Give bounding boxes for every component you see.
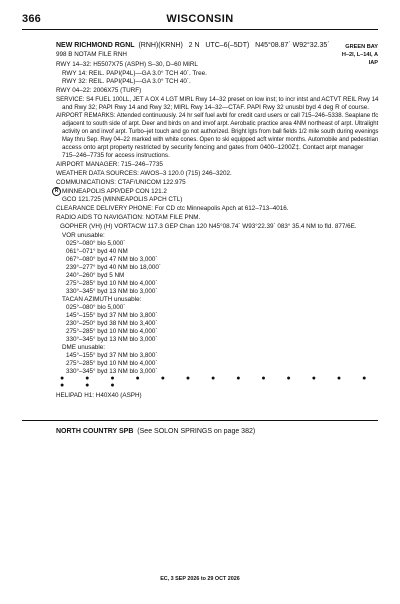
airport-ids: (RNH)(KRNH) xyxy=(138,42,183,49)
bullet-separator: ● ● ● ● ● ● ● ● ● ● ● ● ● ● ● ● xyxy=(60,375,376,389)
runway-1: RWY 14–32: H5507X75 (ASPH) S–30, D–60 MIRL xyxy=(56,61,198,68)
heliport: HELIPAD H1: H40X40 (ASPH) xyxy=(56,392,142,399)
airport-name: NEW RICHMOND RGNL xyxy=(56,42,135,49)
tacan-restriction: 330°–345° byd 13 NM blo 3,000´ xyxy=(66,336,158,343)
vor-restriction: 240°–260° byd 5 NM xyxy=(66,272,125,279)
chart-ref-2: H–2I, L–14I, A xyxy=(341,52,378,58)
airport-manager: AIRPORT MANAGER: 715–246–7735 xyxy=(56,161,163,168)
vor-restriction: 275°–285° byd 10 NM blo 4,000´ xyxy=(66,280,158,287)
state-heading: WISCONSIN xyxy=(166,13,234,25)
vor-restriction: 330°–345° byd 13 NM blo 3,000´ xyxy=(66,288,158,295)
chart-ref-3: IAP xyxy=(368,60,378,66)
airport-utc: UTC–6(–5DT) xyxy=(205,42,250,49)
vor-restriction: 061°–071° byd 40 NM xyxy=(66,248,128,255)
dme-restriction: 145°–155° byd 37 NM blo 3,800´ xyxy=(66,352,158,359)
tacan-restriction: 275°–285° byd 10 NM blo 4,000´ xyxy=(66,328,158,335)
gco: GCO 121.725 (MINNEAPOLIS APCH CTL) xyxy=(62,196,183,203)
tacan-unusable-title: TACAN AZIMUTH unusable: xyxy=(62,296,142,303)
remarks-line: AIRPORT REMARKS: Attended continuously. 24 hr self fuel avbl for credit card users or call 715–246–5338. Seaplane tfc xyxy=(56,112,379,119)
dme-unusable-title: DME unusable: xyxy=(62,344,106,351)
north-country-name: NORTH COUNTRY SPB xyxy=(56,428,134,435)
airport-heading xyxy=(56,42,330,50)
remarks-line: access onto arpt property restricted by security fencing and gates from 0400–1200Z‡. Contact arpt manager xyxy=(62,144,364,151)
tacan-restriction: 025°–080° blo 5,000´ xyxy=(66,304,126,311)
dme-restriction: 275°–285° byd 10 NM blo 4,000´ xyxy=(66,360,158,367)
approach-text: MINNEAPOLIS APP/DEP CON 121.2 xyxy=(62,188,167,196)
page-number: 366 xyxy=(22,13,41,25)
remarks-line: 715–246–7735 for access instructions. xyxy=(62,152,170,159)
remarks-line: May thru Sep. Rwy 04–22 marked with white cones. Open to ski equipped acft winter months. Automobile and pedestrian xyxy=(62,136,379,143)
header-rule xyxy=(22,29,378,30)
approach-control xyxy=(52,187,167,196)
vor-restriction: 025°–080° blo 5,000´ xyxy=(66,240,126,247)
remarks-line: adjacent to south side of arpt. Deer and birds on and invof arpt. Aerobatic practice area 4NM northeast of arpt. Ultralight xyxy=(62,120,379,127)
airport-dist: 2 N xyxy=(188,42,200,49)
vor-restriction: 067°–080° byd 47 NM blo 3,000´ xyxy=(66,256,158,263)
service-line-2: and Rwy 32; PAPI Rwy 14 and Rwy 32; MIRL Rwy 14–32—CTAF. PAPI Rwy 32 unusbl byd 4 deg R of course. xyxy=(62,104,370,111)
communications: COMMUNICATIONS: CTAF/UNICOM 122.975 xyxy=(56,179,186,186)
clearance-delivery: CLEARANCE DELIVERY PHONE: For CD ctc Minneapolis Apch at 612–713–4016. xyxy=(56,205,289,212)
dme-restriction: 330°–345° byd 13 NM blo 3,000´ xyxy=(66,368,158,375)
airport-coords: N45°08.87´ W92°32.35´ xyxy=(255,42,330,49)
runway-2: RWY 04–22: 2006X75 (TURF) xyxy=(56,87,142,94)
radio-aids: RADIO AIDS TO NAVIGATION: NOTAM FILE PNM. xyxy=(56,214,201,221)
remarks-line: activity on and invof arpt. Turbo–jet touch and go not authorized. Bright lgts from ball fields 1/2 mile south during evenings xyxy=(62,128,379,135)
tacan-restriction: 230°–250° byd 38 NM blo 3,400´ xyxy=(66,320,158,327)
tacan-restriction: 145°–155° byd 37 NM blo 3,800´ xyxy=(66,312,158,319)
north-country-entry xyxy=(56,428,255,436)
radar-symbol-icon: R xyxy=(52,187,61,196)
service-line-1: SERVICE: S4 FUEL 100LL, JET A OX 4 LGT MIRL Rwy 14–32 preset on low inst; to incr intst and ACTVT REIL Rwy 14 xyxy=(56,96,379,103)
north-country-ref: (See SOLON SPRINGS on page 382) xyxy=(137,428,256,435)
weather-sources: WEATHER DATA SOURCES: AWOS–3 120.0 (715) 246–3202. xyxy=(56,170,232,177)
entry-divider xyxy=(22,420,378,421)
runway-14: RWY 14: REIL. PAPI(P4L)—GA 3.0° TCH 40´. Tree. xyxy=(62,70,207,77)
vor-unusable-title: VOR unusable: xyxy=(62,232,105,239)
vortac-entry: GOPHER (VH) (H) VORTACW 117.3 GEP Chan 120 N45°08.74´ W93°22.39´ 083° 35.4 NM to fld. 877/6E. xyxy=(60,223,357,230)
elevation-line: 998 B NOTAM FILE RNH xyxy=(56,51,127,58)
effective-dates: EC, 3 SEP 2026 to 29 OCT 2026 xyxy=(160,576,240,582)
vor-restriction: 239°–277° byd 40 NM blo 18,000´ xyxy=(66,264,162,271)
runway-32: RWY 32: REIL. PAPI(P4L)—GA 3.0° TCH 40´. xyxy=(62,78,191,85)
chart-ref-1: GREEN BAY xyxy=(345,44,378,50)
